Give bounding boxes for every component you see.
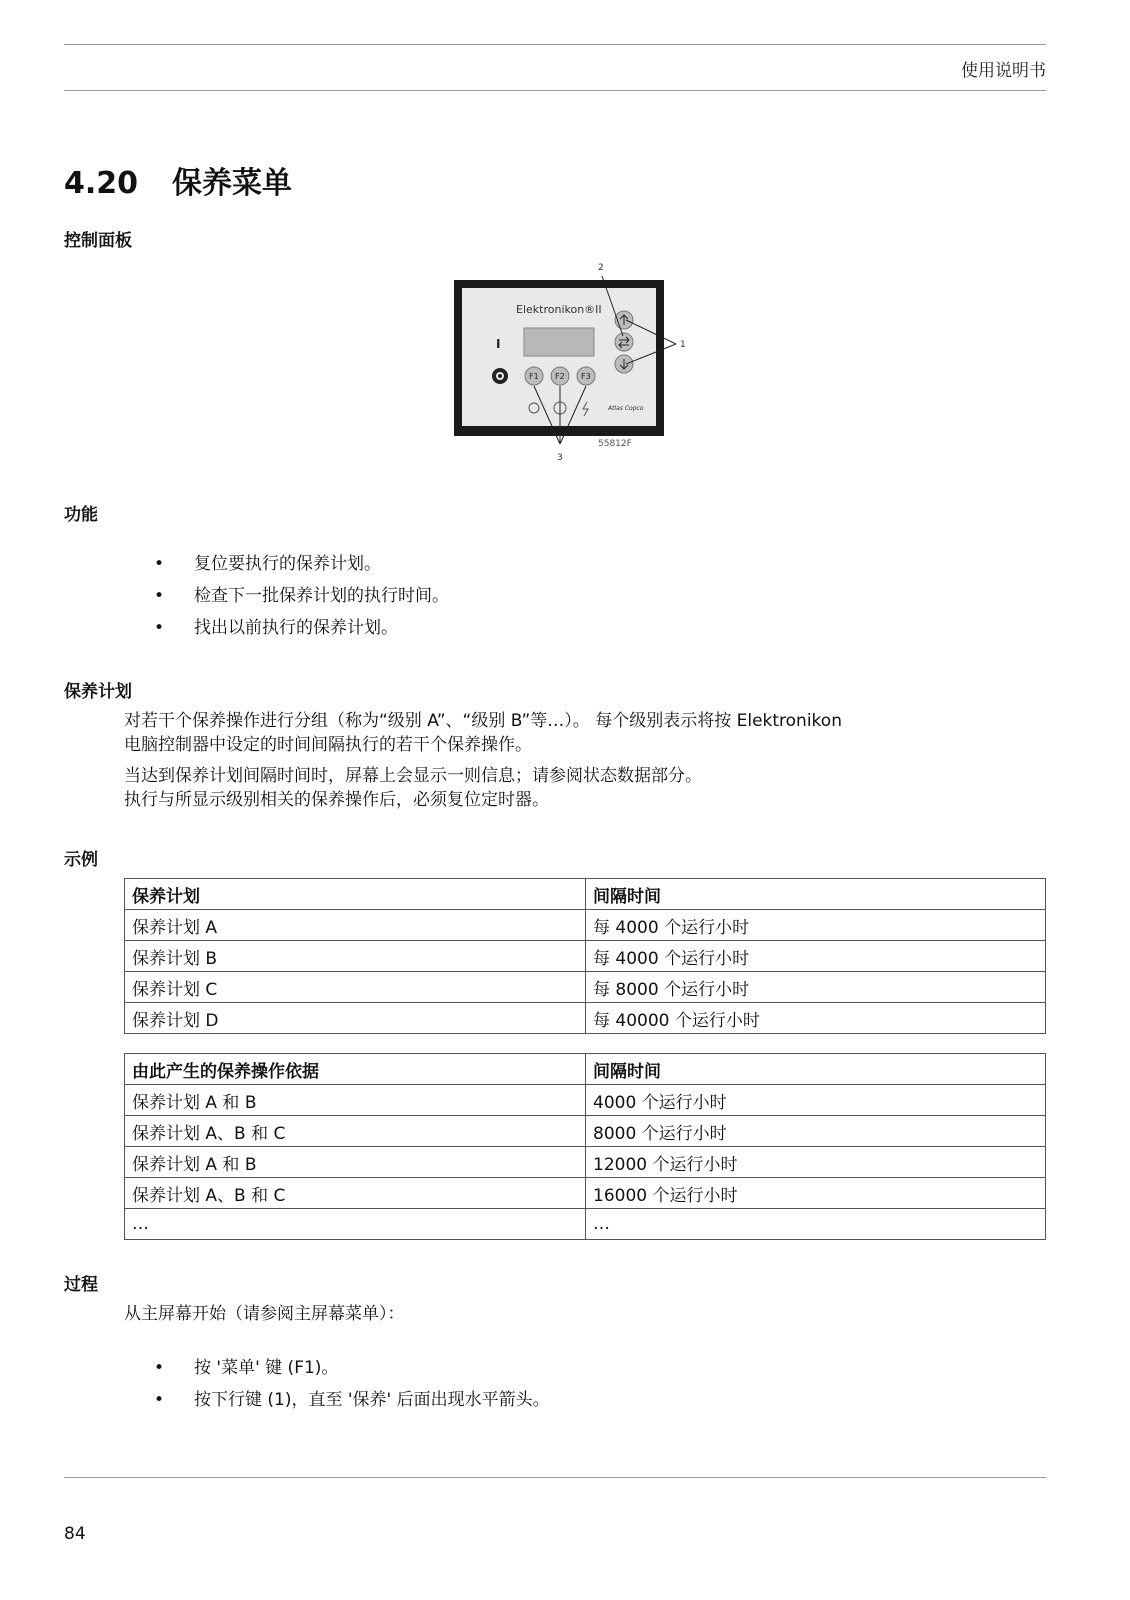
- callout-2: 2: [598, 263, 604, 273]
- header-title: 使用说明书: [961, 61, 1046, 81]
- list-item: [154, 612, 449, 644]
- list-item-text: 按下行键 (1)，直至 '保养' 后面出现水平箭头。: [194, 1390, 550, 1410]
- bullet: •: [154, 618, 165, 638]
- bullet: •: [154, 1358, 165, 1378]
- control-panel-heading: 控制面板: [64, 231, 132, 251]
- chapter-number: 4.20: [64, 166, 139, 201]
- table-cell: 16000 个运行小时: [586, 1178, 1046, 1209]
- header-bottom-rule: [64, 90, 1046, 91]
- table-cell: …: [125, 1209, 586, 1240]
- table-row: [125, 1085, 1046, 1116]
- service-plans-paragraph-1: [124, 709, 1024, 757]
- list-item: [154, 1384, 550, 1416]
- table-row: [125, 972, 1046, 1003]
- table-cell: …: [586, 1209, 1046, 1240]
- table-cell: 保养计划 A: [125, 910, 586, 941]
- panel-brand-text: Elektronikon®II: [516, 303, 602, 316]
- callout-1: 1: [680, 340, 686, 350]
- bullet: •: [154, 554, 165, 574]
- table-cell: 每 40000 个运行小时: [586, 1003, 1046, 1034]
- procedure-intro: 从主屏幕开始（请参阅主屏幕菜单）：: [124, 1304, 405, 1324]
- list-item-text: 检查下一批保养计划的执行时间。: [194, 586, 449, 606]
- table-row: [125, 1003, 1046, 1034]
- table-row: [125, 1178, 1046, 1209]
- example-heading: 示例: [64, 850, 98, 870]
- table-cell: 每 4000 个运行小时: [586, 910, 1046, 941]
- f1-label: F1: [529, 372, 539, 381]
- function-heading: 功能: [64, 505, 98, 525]
- column-header: 保养计划: [125, 879, 586, 910]
- table-cell: 每 8000 个运行小时: [586, 972, 1046, 1003]
- list-item-text: 复位要执行的保养计划。: [194, 554, 381, 574]
- f2-label: F2: [555, 372, 565, 381]
- table-header-row: [125, 1054, 1046, 1085]
- table-row: [125, 1147, 1046, 1178]
- callout-3: 3: [557, 453, 563, 463]
- f3-label: F3: [581, 372, 591, 381]
- paragraph-line: 当达到保养计划间隔时间时，屏幕上会显示一则信息；请参阅状态数据部分。: [124, 766, 702, 786]
- list-item: [154, 1352, 550, 1384]
- paragraph-line: 对若干个保养操作进行分组（称为“级别 A”、“级别 B”等…）。 每个级别表示将按 Elektronikon: [124, 711, 842, 731]
- paragraph-line: 电脑控制器中设定的时间间隔执行的若干个保养操作。: [124, 735, 532, 755]
- table-row: [125, 941, 1046, 972]
- list-item: [154, 548, 449, 580]
- table-cell: 保养计划 C: [125, 972, 586, 1003]
- tab-key: [615, 333, 633, 351]
- service-plan-table: [124, 878, 1046, 1034]
- control-panel-figure: [440, 258, 700, 468]
- atlas-copco-logo: Atlas Copco: [608, 405, 644, 412]
- table-cell: 4000 个运行小时: [586, 1085, 1046, 1116]
- table-cell: 保养计划 A 和 B: [125, 1085, 586, 1116]
- paragraph-line: 执行与所显示级别相关的保养操作后，必须复位定时器。: [124, 790, 549, 810]
- list-item: [154, 580, 449, 612]
- table-cell: 保养计划 A、B 和 C: [125, 1116, 586, 1147]
- table-cell: 保养计划 D: [125, 1003, 586, 1034]
- table-cell: 8000 个运行小时: [586, 1116, 1046, 1147]
- table-header-row: [125, 879, 1046, 910]
- table-row: [125, 910, 1046, 941]
- start-symbol: I: [496, 337, 501, 351]
- figure-code: 55812F: [598, 439, 632, 449]
- header-top-rule: [64, 44, 1046, 45]
- procedure-list: [154, 1352, 550, 1416]
- table-row: [125, 1209, 1046, 1240]
- table-row: [125, 1116, 1046, 1147]
- panel-display: [524, 328, 594, 356]
- column-header: 间隔时间: [586, 1054, 1046, 1085]
- table-cell: 每 4000 个运行小时: [586, 941, 1046, 972]
- function-list: [154, 548, 449, 644]
- list-item-text: 找出以前执行的保养计划。: [194, 618, 398, 638]
- table-cell: 保养计划 A、B 和 C: [125, 1178, 586, 1209]
- procedure-heading: 过程: [64, 1275, 98, 1295]
- list-item-text: 按 '菜单' 键 (F1)。: [194, 1358, 339, 1378]
- table-cell: 保养计划 B: [125, 941, 586, 972]
- chapter-heading: [64, 158, 292, 202]
- footer-rule: [64, 1477, 1046, 1478]
- table-cell: 12000 个运行小时: [586, 1147, 1046, 1178]
- resulting-service-table: [124, 1053, 1046, 1240]
- page-number: 84: [64, 1524, 86, 1544]
- table-cell: 保养计划 A 和 B: [125, 1147, 586, 1178]
- column-header: 间隔时间: [586, 879, 1046, 910]
- bullet: •: [154, 586, 165, 606]
- service-plans-heading: 保养计划: [64, 682, 132, 702]
- column-header: 由此产生的保养操作依据: [125, 1054, 586, 1085]
- service-plans-paragraph-2: [124, 764, 1024, 812]
- chapter-title: 保养菜单: [172, 166, 292, 201]
- bullet: •: [154, 1390, 165, 1410]
